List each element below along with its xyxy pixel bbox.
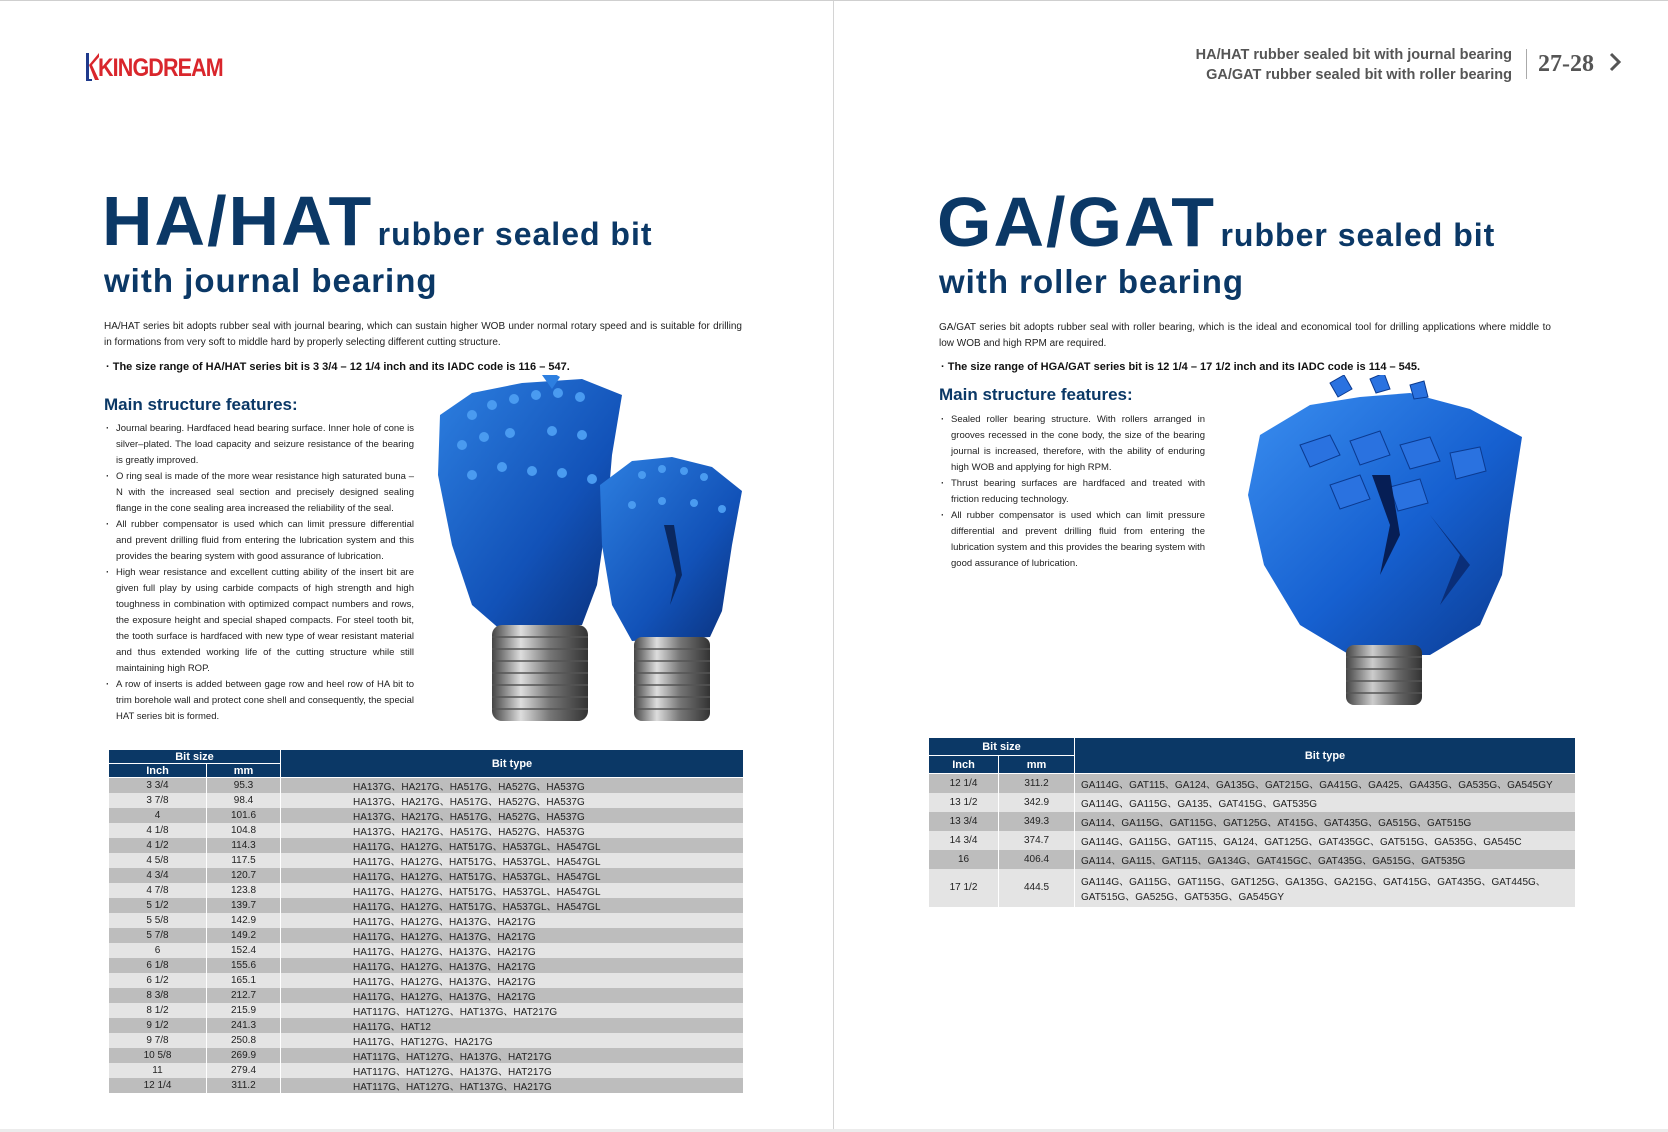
cell-bit-type: HA117G、HA127G、HAT517G、HA537GL、HA547GL [281,853,744,868]
cell-mm: 98.4 [207,793,281,808]
table-header-mm: mm [207,764,281,778]
cell-bit-type: HAT117G、HAT127G、HAT137G、HA217G [281,1078,744,1093]
cell-inch: 14 3/4 [929,831,999,850]
cell-bit-type: HA117G、HA127G、HA137G、HA217G [281,928,744,943]
table-row [929,850,1576,869]
cell-mm: 349.3 [999,812,1075,831]
cell-bit-type: HA117G、HA127G、HAT517G、HA537GL、HA547GL [281,838,744,853]
table-row [109,928,744,943]
cell-mm: 212.7 [207,988,281,1003]
table-header-inch: Inch [109,764,207,778]
cell-inch: 17 1/2 [929,869,999,907]
cell-mm: 104.8 [207,823,281,838]
cell-mm: 250.8 [207,1033,281,1048]
cell-mm: 123.8 [207,883,281,898]
cell-bit-type: HA117G、HA127G、HA137G、HA217G [281,913,744,928]
table-row [109,973,744,988]
running-header [1196,45,1512,85]
table-header-bit-size: Bit size [109,750,281,764]
table-row [109,838,744,853]
cell-inch: 4 [109,808,207,823]
ga-gat-size-table [928,737,1576,907]
left-features-list [104,421,414,725]
page-gutter [833,1,834,1132]
right-title-mid: rubber sealed bit [1220,217,1496,253]
running-header-line1: HA/HAT rubber sealed bit with journal bearing [1195,47,1512,63]
table-row [109,1003,744,1018]
cell-inch: 3 3/4 [109,778,207,794]
cell-bit-type: HA117G、HA127G、HA137G、HA217G [281,988,744,1003]
cell-bit-type: HA117G、HA127G、HA137G、HA217G [281,973,744,988]
cell-inch: 4 1/2 [109,838,207,853]
left-title-big: HA/HAT [102,182,374,260]
cell-mm: 406.4 [999,850,1075,869]
cell-inch: 9 7/8 [109,1033,207,1048]
table-row [109,883,744,898]
table-row [109,778,744,794]
cell-inch: 3 7/8 [109,793,207,808]
table-row [109,823,744,838]
right-subtitle: with roller bearing [939,263,1245,300]
right-title [937,182,1495,262]
right-title-big: GA/GAT [937,183,1217,261]
right-size-range: · The size range of HGA/GAT series bit is 12 1/4 – 17 1/2 inch and its IADC code is 114 – 545. [941,361,1421,373]
list-item: · Sealed roller bearing structure. With rollers arranged in grooves recessed in the cone body, the size of the bearing journal is increased, therefore, with the ability of enduring high WOB and applying for high RPM. [939,412,1205,476]
cell-mm: 241.3 [207,1018,281,1033]
cell-bit-type: HA117G、HA127G、HA137G、HA217G [281,943,744,958]
table-header-mm: mm [999,756,1075,774]
cell-inch: 5 1/2 [109,898,207,913]
left-intro: HA/HAT series bit adopts rubber seal with journal bearing, which can sustain higher WOB under normal rotary speed and is suitable for drilling in formations from very soft to middle hard by properly selecting different cutting structure. [104,321,742,348]
table-header-inch: Inch [929,756,999,774]
cell-inch: 13 1/2 [929,793,999,812]
cell-inch: 6 1/8 [109,958,207,973]
table-row [109,943,744,958]
cell-mm: 101.6 [207,808,281,823]
left-title [102,181,653,261]
cell-inch: 8 1/2 [109,1003,207,1018]
list-item: · High wear resistance and excellent cutting ability of the insert bit are given full play by using carbide compacts of high strength and high toughness in combination with optimized compact numbers and rows, the exposure height and special shaped compacts. For steel tooth bit, the tooth surface is hardfaced with new type of wear resistant material and thus extended working life of the cutting structure while still maintaining high ROP. [104,565,414,677]
cell-bit-type: HA117G、HA127G、HAT517G、HA537GL、HA547GL [281,868,744,883]
cell-mm: 165.1 [207,973,281,988]
cell-bit-type: HA137G、HA217G、HA517G、HA527G、HA537G [281,778,744,794]
left-title-mid: rubber sealed bit [377,216,653,252]
kingdream-logo [86,51,243,81]
table-row [929,774,1576,793]
table-row [109,898,744,913]
cell-inch: 12 1/4 [929,774,999,793]
cell-bit-type: HAT117G、HAT127G、HA137G、HAT217G [281,1048,744,1063]
cell-mm: 120.7 [207,868,281,883]
table-row [109,1048,744,1063]
table-row [109,853,744,868]
table-row [109,1018,744,1033]
cell-mm: 155.6 [207,958,281,973]
cell-bit-type: GA114、GA115G、GAT115G、GAT125G、AT415G、GAT435G、GA515G、GAT515G [1075,812,1576,831]
left-subtitle: with journal bearing [104,262,438,299]
cell-inch: 9 1/2 [109,1018,207,1033]
list-item: · A row of inserts is added between gage row and heel row of HA bit to trim borehole wall and protect cone shell and consequently, the special HAT series bit is formed. [104,677,414,725]
running-header-line2: GA/GAT rubber sealed bit with roller bearing [1206,67,1512,83]
cell-mm: 279.4 [207,1063,281,1078]
cell-bit-type: HA117G、HA127G、HA137G、HA217G [281,958,744,973]
table-header-bit-type: Bit type [281,750,744,778]
cell-bit-type: HAT117G、HAT127G、HA137G、HAT217G [281,1063,744,1078]
cell-inch: 4 1/8 [109,823,207,838]
cell-bit-type: GA114G、GA115G、GAT115G、GAT125G、GA135G、GA215G、GAT415G、GAT435G、GAT445G、GAT515G、GA525G、GAT535G、GA545GY [1075,869,1576,907]
cell-inch: 8 3/8 [109,988,207,1003]
cell-inch: 13 3/4 [929,812,999,831]
cell-mm: 215.9 [207,1003,281,1018]
cell-inch: 11 [109,1063,207,1078]
cell-inch: 6 [109,943,207,958]
table-row [929,831,1576,850]
cell-inch: 4 5/8 [109,853,207,868]
cell-bit-type: HA137G、HA217G、HA517G、HA527G、HA537G [281,793,744,808]
list-item: · O ring seal is made of the more wear resistance high saturated buna –N with the increased seal section and precisely designed sealing flange in the cone sealing area increased the reliability of the seal. [104,469,414,517]
left-size-range: · The size range of HA/HAT series bit is 3 3/4 – 12 1/4 inch and its IADC code is 116 – 547. [106,361,570,373]
cell-inch: 10 5/8 [109,1048,207,1063]
table-row [929,793,1576,812]
cell-inch: 4 3/4 [109,868,207,883]
chevron-right-icon[interactable] [1608,49,1622,79]
cell-mm: 149.2 [207,928,281,943]
right-features-list [939,412,1205,572]
cell-mm: 142.9 [207,913,281,928]
cell-bit-type: HA117G、HAT12 [281,1018,744,1033]
table-row [109,1033,744,1048]
ha-hat-bit-photo [432,375,748,733]
table-row [109,1078,744,1093]
right-intro: GA/GAT series bit adopts rubber seal with roller bearing, which is the ideal and economical tool for drilling applications where middle to low WOB and high RPM are required. [939,322,1551,349]
table-header-bit-type: Bit type [1075,738,1576,774]
cell-mm: 114.3 [207,838,281,853]
cell-bit-type: HA117G、HA127G、HAT517G、HA537GL、HA547GL [281,883,744,898]
table-row [109,868,744,883]
cell-mm: 311.2 [207,1078,281,1093]
cell-mm: 139.7 [207,898,281,913]
cell-inch: 12 1/4 [109,1078,207,1093]
table-header-bit-size: Bit size [929,738,1075,756]
cell-bit-type: GA114G、GAT115、GA124、GA135G、GAT215G、GA415G、GA425、GA435G、GA535G、GA545GY [1075,774,1576,793]
list-item: · All rubber compensator is used which can limit pressure differential and prevent drilling fluid from entering the lubrication system and this provides the bearing system with good assurance of lubrication. [939,508,1205,572]
list-item: · All rubber compensator is used which can limit pressure differential and prevent drilling fluid from entering the lubrication system and this provides the bearing system with good assurance of lubrication. [104,517,414,565]
table-row [109,913,744,928]
cell-mm: 444.5 [999,869,1075,907]
cell-bit-type: GA114G、GA115G、GAT115、GA124、GAT125G、GAT435GC、GAT515G、GA535G、GA545C [1075,831,1576,850]
cell-bit-type: HA117G、HA127G、HAT517G、HA537GL、HA547GL [281,898,744,913]
cell-mm: 342.9 [999,793,1075,812]
cell-inch: 6 1/2 [109,973,207,988]
ha-hat-size-table [108,749,744,1093]
right-features-title: Main structure features: [939,385,1133,404]
cell-inch: 4 7/8 [109,883,207,898]
cell-inch: 5 5/8 [109,913,207,928]
cell-mm: 374.7 [999,831,1075,850]
cell-bit-type: HA137G、HA217G、HA517G、HA527G、HA537G [281,808,744,823]
list-item: · Thrust bearing surfaces are hardfaced and treated with friction reducing technology. [939,476,1205,508]
cell-bit-type: GA114G、GA115G、GA135、GAT415G、GAT535G [1075,793,1576,812]
table-row [109,1063,744,1078]
table-row [109,988,744,1003]
cell-inch: 16 [929,850,999,869]
cell-mm: 95.3 [207,778,281,794]
cell-inch: 5 7/8 [109,928,207,943]
cell-mm: 117.5 [207,853,281,868]
cell-bit-type: HA137G、HA217G、HA517G、HA527G、HA537G [281,823,744,838]
left-features-title: Main structure features: [104,395,298,414]
table-row [109,958,744,973]
header-divider [1526,49,1527,79]
page-number: 27-28 [1538,51,1594,77]
table-row [929,869,1576,907]
logo-text: KINGDREAM [98,54,223,82]
cell-mm: 269.9 [207,1048,281,1063]
cell-mm: 152.4 [207,943,281,958]
cell-bit-type: HA117G、HAT127G、HA217G [281,1033,744,1048]
table-row [929,812,1576,831]
table-body [929,774,1576,907]
table-row [109,808,744,823]
logo-mark-icon [86,51,98,81]
ga-gat-bit-photo [1240,375,1526,709]
cell-bit-type: HAT117G、HAT127G、HAT137G、HAT217G [281,1003,744,1018]
table-row [109,793,744,808]
cell-mm: 311.2 [999,774,1075,793]
table-body [109,778,744,1094]
list-item: · Journal bearing. Hardfaced head bearing surface. Inner hole of cone is silver–plated. The load capacity and seizure resistance of the bearing is greatly improved. [104,421,414,469]
cell-bit-type: GA114、GA115、GAT115、GA134G、GAT415GC、GAT435G、GA515G、GAT535G [1075,850,1576,869]
